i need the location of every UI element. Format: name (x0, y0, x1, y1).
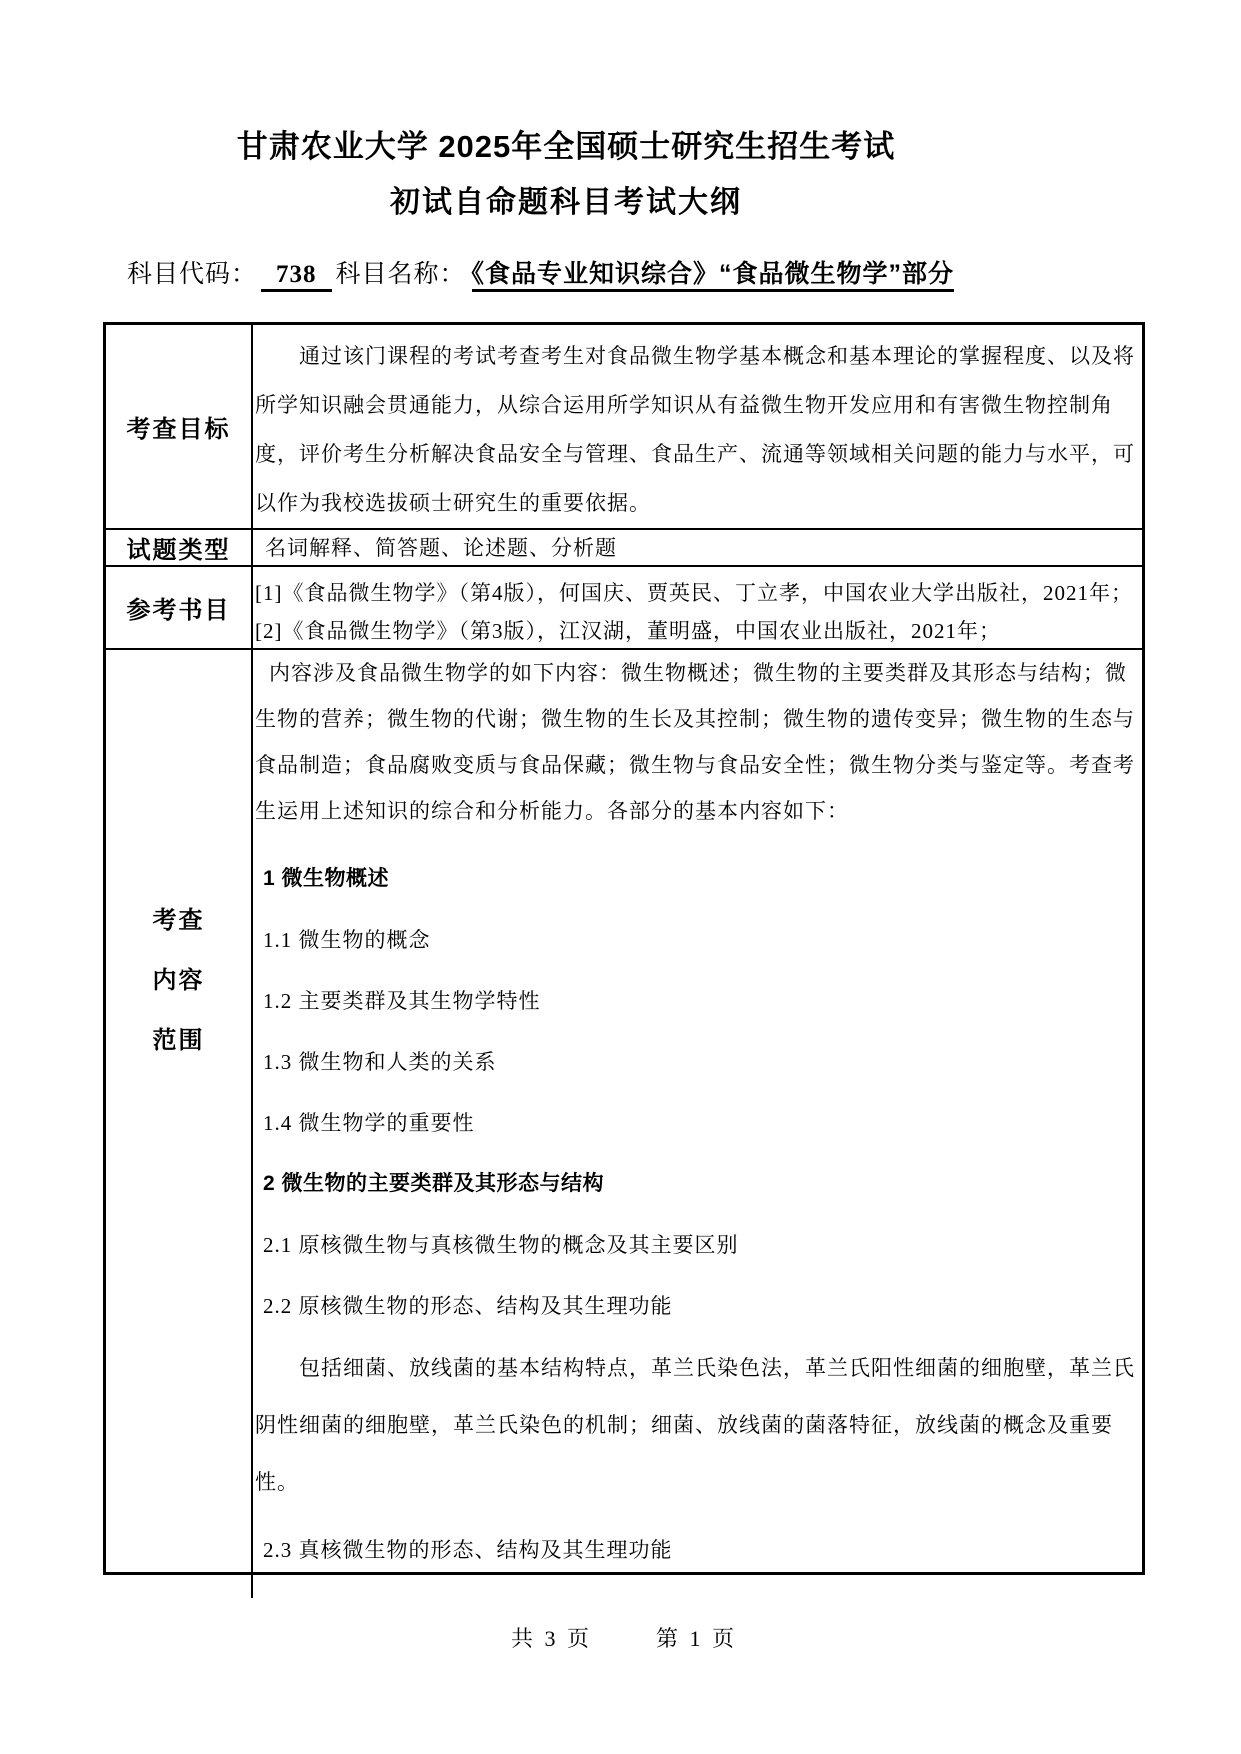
subject-name-value: 《食品专业知识综合》“食品微生物学”部分 (472, 260, 955, 292)
reference-book-2: [2]《食品微生物学》（第3版），江汉湖，董明盛，中国农业出版社，2021年； (255, 619, 1001, 643)
row-label-question-types: 试题类型 (106, 530, 253, 565)
subject-code-value: 738 (261, 261, 332, 292)
scope-intro-paragraph: 内容涉及食品微生物学的如下内容：微生物概述；微生物的主要类群及其形态与结构；微生物的营养；微生物的代谢；微生物的生长及其控制；微生物的遗传变异；微生物的生态与食品制造；食品腐败变质与食品保藏；微生物与食品安全性；微生物分类与鉴定等。考查考生运用上述知识的综合和分析能力。各部分的基本内容如下： (255, 661, 1135, 823)
question-types-text: 名词解释、简答题、论述题、分析题 (265, 535, 617, 560)
outline-item-1-1: 1.1 微生物的概念 (263, 928, 431, 952)
row-label-reference-books: 参考书目 (106, 567, 253, 648)
content-scope-body (253, 650, 1142, 1598)
footer-current-page: 第 1 页 (656, 1626, 738, 1651)
footer-total-pages: 共 3 页 (510, 1626, 592, 1651)
outline-item-2-2: 2.2 原核微生物的形态、结构及其生理功能 (263, 1294, 673, 1318)
title-line-1: 甘肃农业大学 2025年全国硕士研究生招生考试 (236, 129, 896, 164)
table-row-question-types (106, 528, 1142, 565)
outline-item-1-3: 1.3 微生物和人类的关系 (263, 1050, 497, 1074)
row-label-content-scope (106, 650, 253, 1598)
scope-label-line-2: 内容 (152, 967, 205, 994)
outline-item-2-1: 2.1 原核微生物与真核微生物的概念及其主要区别 (263, 1233, 739, 1257)
outline-item-2-3: 2.3 真核微生物的形态、结构及其生理功能 (263, 1538, 673, 1562)
outline-detail-paragraph: 包括细菌、放线菌的基本结构特点，革兰氏染色法，革兰氏阳性细菌的细胞壁，革兰氏阴性细菌的细胞壁，革兰氏染色的机制；细菌、放线菌的菌落特征，放线菌的概念及重要性。 (255, 1356, 1135, 1494)
subject-name-label: 科目名称： (335, 261, 466, 288)
page-footer (103, 1622, 1145, 1653)
scope-label-line-3: 范围 (152, 1027, 205, 1054)
objectives-text: 通过该门课程的考试考查考生对食品微生物学基本概念和基本理论的掌握程度、以及将所学知识融会贯通能力，从综合运用所学知识从有益微生物开发应用和有害微生物控制角度，评价考生分析解决食品安全与管理、食品生产、流通等领域相关问题的能力与水平，可以作为我校选拔硕士研究生的重要依据。 (255, 344, 1135, 515)
outline-item-1-4: 1.4 微生物学的重要性 (263, 1111, 475, 1135)
scope-outline-list (255, 866, 1136, 1563)
table-row-content-scope (106, 648, 1142, 1598)
row-label-objectives: 考查目标 (106, 325, 253, 528)
outline-item-1-2: 1.2 主要类群及其生物学特性 (263, 989, 541, 1013)
outline-heading-2: 2 微生物的主要类群及其形态与结构 (263, 1172, 605, 1195)
table-row-objectives (106, 325, 1142, 528)
scope-label-line-1: 考查 (152, 907, 205, 934)
title-line-2: 初试自命题科目考试大纲 (390, 186, 742, 219)
outline-heading-1: 1 微生物概述 (263, 867, 390, 890)
reference-book-1: [1]《食品微生物学》（第4版），何国庆、贾英民、丁立孝，中国农业大学出版社，2021年； (255, 581, 1133, 605)
subject-line (127, 254, 954, 290)
exam-outline-table (103, 322, 1145, 1575)
table-row-reference-books (106, 565, 1142, 648)
reference-books-list (253, 567, 1142, 648)
subject-code-label: 科目代码： (127, 261, 258, 288)
document-title (103, 130, 1145, 220)
